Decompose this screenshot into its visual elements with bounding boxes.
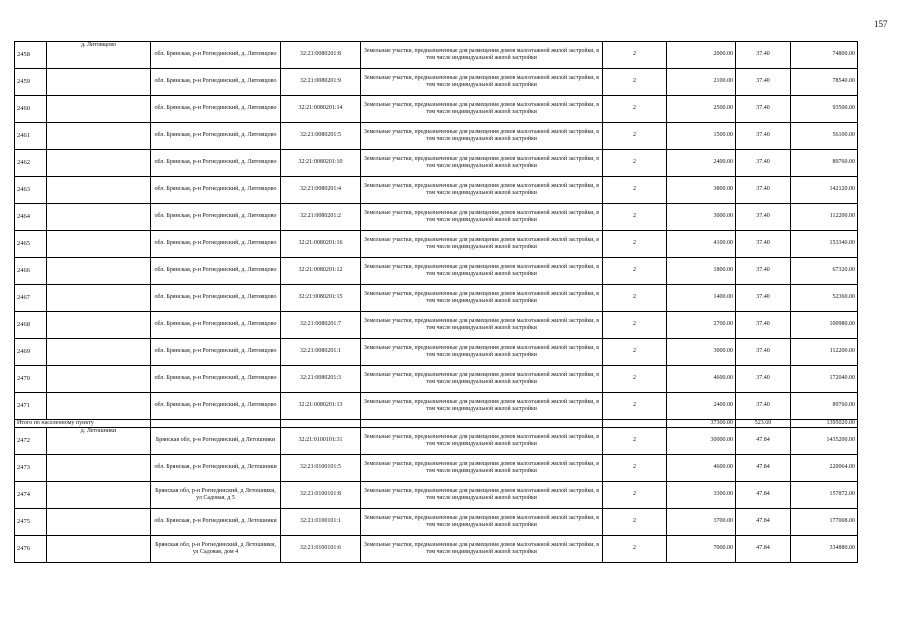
land-use-cell: Земельные участки, предназначенные для размещения домов малоэтажной жилой застройки, в том числе индивидуальной жилой застройки <box>361 204 603 231</box>
area-cell: 3000.00 <box>667 204 736 231</box>
table-row <box>15 123 858 150</box>
area-cell: 3000.00 <box>667 339 736 366</box>
land-use-cell: Земельные участки, предназначенные для размещения домов малоэтажной жилой застройки, в том числе индивидуальной жилой застройки <box>361 177 603 204</box>
address-cell: Брянская обл, р-н Рогнединский, д Летошники <box>151 428 281 455</box>
area-cell: 4600.00 <box>667 455 736 482</box>
row-number: 2467 <box>15 285 47 312</box>
settlement-cell <box>47 393 151 420</box>
table-row <box>15 455 858 482</box>
address-cell: Брянская обл, р-н Рогнединский, д Летошники, ул Садовая, дом 4 <box>151 536 281 563</box>
page-number: 157 <box>874 19 888 29</box>
rate-cell: 37.40 <box>736 366 791 393</box>
cadastral-value-cell: 172040.00 <box>791 366 858 393</box>
rate-cell: 37.40 <box>736 96 791 123</box>
address-cell: обл. Брянская, р-н Рогнединский, д. Литовщово <box>151 366 281 393</box>
area-cell: 3300.00 <box>667 482 736 509</box>
table-row <box>15 96 858 123</box>
area-cell: 7000.00 <box>667 536 736 563</box>
cadastral-value-cell: 142120.00 <box>791 177 858 204</box>
total-empty <box>361 420 603 428</box>
land-use-cell: Земельные участки, предназначенные для размещения домов малоэтажной жилой застройки, в том числе индивидуальной жилой застройки <box>361 123 603 150</box>
settlement-cell <box>47 96 151 123</box>
land-use-cell: Земельные участки, предназначенные для размещения домов малоэтажной жилой застройки, в том числе индивидуальной жилой застройки <box>361 366 603 393</box>
rate-cell: 37.40 <box>736 339 791 366</box>
category-cell: 2 <box>603 123 667 150</box>
rate-cell: 37.40 <box>736 258 791 285</box>
table-row <box>15 339 858 366</box>
table-row <box>15 393 858 420</box>
cadastral-value-cell: 1435200.00 <box>791 428 858 455</box>
address-cell: обл. Брянская, р-н Рогнединский, д. Литовщово <box>151 339 281 366</box>
settlement-cell <box>47 366 151 393</box>
cadastral-value-cell: 67320.00 <box>791 258 858 285</box>
area-cell: 2700.00 <box>667 312 736 339</box>
row-number: 2473 <box>15 455 47 482</box>
address-cell: обл. Брянская, р-н Рогнединский, д. Литовщово <box>151 393 281 420</box>
rate-cell: 37.40 <box>736 42 791 69</box>
table-row <box>15 231 858 258</box>
cadastral-value-cell: 157872.00 <box>791 482 858 509</box>
settlement-cell <box>47 509 151 536</box>
settlement-name: д. Литовщово <box>80 42 117 49</box>
cadastral-number-cell: 32:21:0080201:3 <box>281 366 361 393</box>
settlement-name: д. Летошники <box>80 428 117 435</box>
category-cell: 2 <box>603 258 667 285</box>
category-cell: 2 <box>603 428 667 455</box>
cadastral-value-cell: 153340.00 <box>791 231 858 258</box>
land-use-cell: Земельные участки, предназначенные для размещения домов малоэтажной жилой застройки, в том числе индивидуальной жилой застройки <box>361 393 603 420</box>
cadastral-number-cell: 32:21:0080201:12 <box>281 258 361 285</box>
table-row <box>15 258 858 285</box>
rate-cell: 37.40 <box>736 231 791 258</box>
row-number: 2463 <box>15 177 47 204</box>
area-cell: 3800.00 <box>667 177 736 204</box>
table-row <box>15 428 858 455</box>
category-cell: 2 <box>603 204 667 231</box>
row-number: 2476 <box>15 536 47 563</box>
cadastral-number-cell: 32:21:0100101:5 <box>281 455 361 482</box>
settlement-cell <box>47 428 151 455</box>
land-use-cell: Земельные участки, предназначенные для размещения домов малоэтажной жилой застройки, в том числе индивидуальной жилой застройки <box>361 455 603 482</box>
table-row <box>15 312 858 339</box>
cadastral-value-cell: 89760.00 <box>791 393 858 420</box>
address-cell: обл. Брянская, р-н Рогнединский, д. Литовщово <box>151 285 281 312</box>
cadastral-value-cell: 177008.00 <box>791 509 858 536</box>
land-use-cell: Земельные участки, предназначенные для размещения домов малоэтажной жилой застройки, в том числе индивидуальной жилой застройки <box>361 96 603 123</box>
rate-cell: 37.40 <box>736 177 791 204</box>
total-area: 37300.00 <box>667 420 736 428</box>
cadastral-number-cell: 32:21:0100101:1 <box>281 509 361 536</box>
land-use-cell: Земельные участки, предназначенные для размещения домов малоэтажной жилой застройки, в том числе индивидуальной жилой застройки <box>361 42 603 69</box>
settlement-cell <box>47 177 151 204</box>
cadastral-value-cell: 112200.00 <box>791 204 858 231</box>
category-cell: 2 <box>603 536 667 563</box>
settlement-cell <box>47 69 151 96</box>
address-cell: обл. Брянская, р-н Рогнединский, д. Летошники <box>151 509 281 536</box>
table-row <box>15 42 858 69</box>
row-number: 2469 <box>15 339 47 366</box>
row-number: 2474 <box>15 482 47 509</box>
table-row <box>15 204 858 231</box>
category-cell: 2 <box>603 393 667 420</box>
land-use-cell: Земельные участки, предназначенные для размещения домов малоэтажной жилой застройки, в том числе индивидуальной жилой застройки <box>361 482 603 509</box>
area-cell: 4100.00 <box>667 231 736 258</box>
settlement-cell <box>47 455 151 482</box>
settlement-cell <box>47 536 151 563</box>
settlement-cell <box>47 482 151 509</box>
address-cell: обл. Брянская, р-н Рогнединский, д. Литовщово <box>151 204 281 231</box>
rate-cell: 47.84 <box>736 509 791 536</box>
cadastral-number-cell: 32:21:0080201:15 <box>281 285 361 312</box>
rate-cell: 37.40 <box>736 285 791 312</box>
land-use-cell: Земельные участки, предназначенные для размещения домов малоэтажной жилой застройки, в том числе индивидуальной жилой застройки <box>361 69 603 96</box>
settlement-cell <box>47 231 151 258</box>
cadastral-value-cell: 100980.00 <box>791 312 858 339</box>
land-use-cell: Земельные участки, предназначенные для размещения домов малоэтажной жилой застройки, в том числе индивидуальной жилой застройки <box>361 536 603 563</box>
settlement-cell <box>47 150 151 177</box>
category-cell: 2 <box>603 509 667 536</box>
land-use-cell: Земельные участки, предназначенные для размещения домов малоэтажной жилой застройки, в том числе индивидуальной жилой застройки <box>361 258 603 285</box>
rate-cell: 47.84 <box>736 455 791 482</box>
area-cell: 4600.00 <box>667 366 736 393</box>
land-use-cell: Земельные участки, предназначенные для размещения домов малоэтажной жилой застройки, в том числе индивидуальной жилой застройки <box>361 428 603 455</box>
row-number: 2462 <box>15 150 47 177</box>
area-cell: 2400.00 <box>667 393 736 420</box>
cadastral-number-cell: 32:21:0080201:16 <box>281 231 361 258</box>
cadastral-value-cell: 56100.00 <box>791 123 858 150</box>
cadastral-number-cell: 32:21:0080201:7 <box>281 312 361 339</box>
row-number: 2461 <box>15 123 47 150</box>
cadastral-number-cell: 32:21:0080201:8 <box>281 42 361 69</box>
cadastral-number-cell: 32:21:0080201:5 <box>281 123 361 150</box>
row-number: 2465 <box>15 231 47 258</box>
address-cell: обл. Брянская, р-н Рогнединский, д. Литовщово <box>151 123 281 150</box>
cadastral-value-cell: 93500.00 <box>791 96 858 123</box>
settlement-cell <box>47 339 151 366</box>
row-number: 2458 <box>15 42 47 69</box>
land-use-cell: Земельные участки, предназначенные для размещения домов малоэтажной жилой застройки, в том числе индивидуальной жилой застройки <box>361 231 603 258</box>
settlement-cell <box>47 258 151 285</box>
area-cell: 1800.00 <box>667 258 736 285</box>
settlement-total-row <box>15 420 858 428</box>
cadastral-value-cell: 334880.00 <box>791 536 858 563</box>
address-cell: обл. Брянская, р-н Рогнединский, д. Литовщово <box>151 177 281 204</box>
total-label: Итого по населенному пункту <box>15 420 151 428</box>
row-number: 2460 <box>15 96 47 123</box>
area-cell: 2500.00 <box>667 96 736 123</box>
area-cell: 1400.00 <box>667 285 736 312</box>
address-cell: обл. Брянская, р-н Рогнединский, д. Литовщово <box>151 96 281 123</box>
cadastral-number-cell: 32:21:0100101:8 <box>281 482 361 509</box>
category-cell: 2 <box>603 339 667 366</box>
land-use-cell: Земельные участки, предназначенные для размещения домов малоэтажной жилой застройки, в том числе индивидуальной жилой застройки <box>361 150 603 177</box>
category-cell: 2 <box>603 285 667 312</box>
table-row <box>15 536 858 563</box>
cadastral-number-cell: 32:21:0080201:4 <box>281 177 361 204</box>
category-cell: 2 <box>603 177 667 204</box>
settlement-cell <box>47 42 151 69</box>
area-cell: 2000.00 <box>667 42 736 69</box>
land-use-cell: Земельные участки, предназначенные для размещения домов малоэтажной жилой застройки, в том числе индивидуальной жилой застройки <box>361 339 603 366</box>
table-row <box>15 150 858 177</box>
settlement-cell <box>47 123 151 150</box>
category-cell: 2 <box>603 69 667 96</box>
row-number: 2468 <box>15 312 47 339</box>
cadastral-number-cell: 32:21:0080201:1 <box>281 339 361 366</box>
land-use-cell: Земельные участки, предназначенные для размещения домов малоэтажной жилой застройки, в том числе индивидуальной жилой застройки <box>361 509 603 536</box>
address-cell: обл. Брянская, р-н Рогнединский, д. Литовщово <box>151 258 281 285</box>
table-row <box>15 366 858 393</box>
address-cell: обл. Брянская, р-н Рогнединский, д. Литовщово <box>151 150 281 177</box>
table-row <box>15 509 858 536</box>
rate-cell: 37.40 <box>736 204 791 231</box>
category-cell: 2 <box>603 42 667 69</box>
category-cell: 2 <box>603 150 667 177</box>
row-number: 2472 <box>15 428 47 455</box>
table-row <box>15 177 858 204</box>
cadastral-value-cell: 78540.00 <box>791 69 858 96</box>
cadastral-number-cell: 32:21:0080201:2 <box>281 204 361 231</box>
category-cell: 2 <box>603 366 667 393</box>
rate-cell: 47.84 <box>736 482 791 509</box>
address-cell: Брянская обл, р-н Рогнединский, д Летошники, ул Садовая, д 5 <box>151 482 281 509</box>
cadastral-number-cell: 32:21:0100101:6 <box>281 536 361 563</box>
cadastral-number-cell: 32:21:0080201:14 <box>281 96 361 123</box>
table-row <box>15 285 858 312</box>
area-cell: 2400.00 <box>667 150 736 177</box>
rate-cell: 37.40 <box>736 393 791 420</box>
rate-cell: 37.40 <box>736 150 791 177</box>
rate-cell: 47.84 <box>736 428 791 455</box>
category-cell: 2 <box>603 96 667 123</box>
total-empty <box>281 420 361 428</box>
address-cell: обл. Брянская, р-н Рогнединский, д. Литовщово <box>151 42 281 69</box>
cadastral-number-cell: 32:21:0100101:31 <box>281 428 361 455</box>
address-cell: обл. Брянская, р-н Рогнединский, д. Литовщово <box>151 69 281 96</box>
row-number: 2459 <box>15 69 47 96</box>
cadastral-value-cell: 220064.00 <box>791 455 858 482</box>
cadastral-value-cell: 52360.00 <box>791 285 858 312</box>
rate-cell: 37.40 <box>736 123 791 150</box>
total-rate: 523.60 <box>736 420 791 428</box>
cadastral-value-cell: 112200.00 <box>791 339 858 366</box>
table-row <box>15 69 858 96</box>
land-use-cell: Земельные участки, предназначенные для размещения домов малоэтажной жилой застройки, в том числе индивидуальной жилой застройки <box>361 285 603 312</box>
area-cell: 2100.00 <box>667 69 736 96</box>
rate-cell: 37.40 <box>736 312 791 339</box>
land-plots-table <box>14 41 858 563</box>
cadastral-number-cell: 32:21:0080201:13 <box>281 393 361 420</box>
cadastral-number-cell: 32:21:0080201:10 <box>281 150 361 177</box>
category-cell: 2 <box>603 482 667 509</box>
total-empty <box>151 420 281 428</box>
address-cell: обл. Брянская, р-н Рогнединский, д. Летошники <box>151 455 281 482</box>
cadastral-value-cell: 89760.00 <box>791 150 858 177</box>
row-number: 2475 <box>15 509 47 536</box>
row-number: 2471 <box>15 393 47 420</box>
area-cell: 3700.00 <box>667 509 736 536</box>
address-cell: обл. Брянская, р-н Рогнединский, д. Литовщово <box>151 231 281 258</box>
row-number: 2466 <box>15 258 47 285</box>
address-cell: обл. Брянская, р-н Рогнединский, д. Литовщово <box>151 312 281 339</box>
cadastral-number-cell: 32:21:0080201:9 <box>281 69 361 96</box>
rate-cell: 37.40 <box>736 69 791 96</box>
category-cell: 2 <box>603 312 667 339</box>
rate-cell: 47.84 <box>736 536 791 563</box>
row-number: 2470 <box>15 366 47 393</box>
cadastral-value-cell: 74800.00 <box>791 42 858 69</box>
row-number: 2464 <box>15 204 47 231</box>
area-cell: 1500.00 <box>667 123 736 150</box>
settlement-cell <box>47 204 151 231</box>
total-value: 1395020.00 <box>791 420 858 428</box>
land-use-cell: Земельные участки, предназначенные для размещения домов малоэтажной жилой застройки, в том числе индивидуальной жилой застройки <box>361 312 603 339</box>
category-cell: 2 <box>603 455 667 482</box>
settlement-cell <box>47 285 151 312</box>
total-empty <box>603 420 667 428</box>
category-cell: 2 <box>603 231 667 258</box>
area-cell: 30000.00 <box>667 428 736 455</box>
settlement-cell <box>47 312 151 339</box>
table-row <box>15 482 858 509</box>
